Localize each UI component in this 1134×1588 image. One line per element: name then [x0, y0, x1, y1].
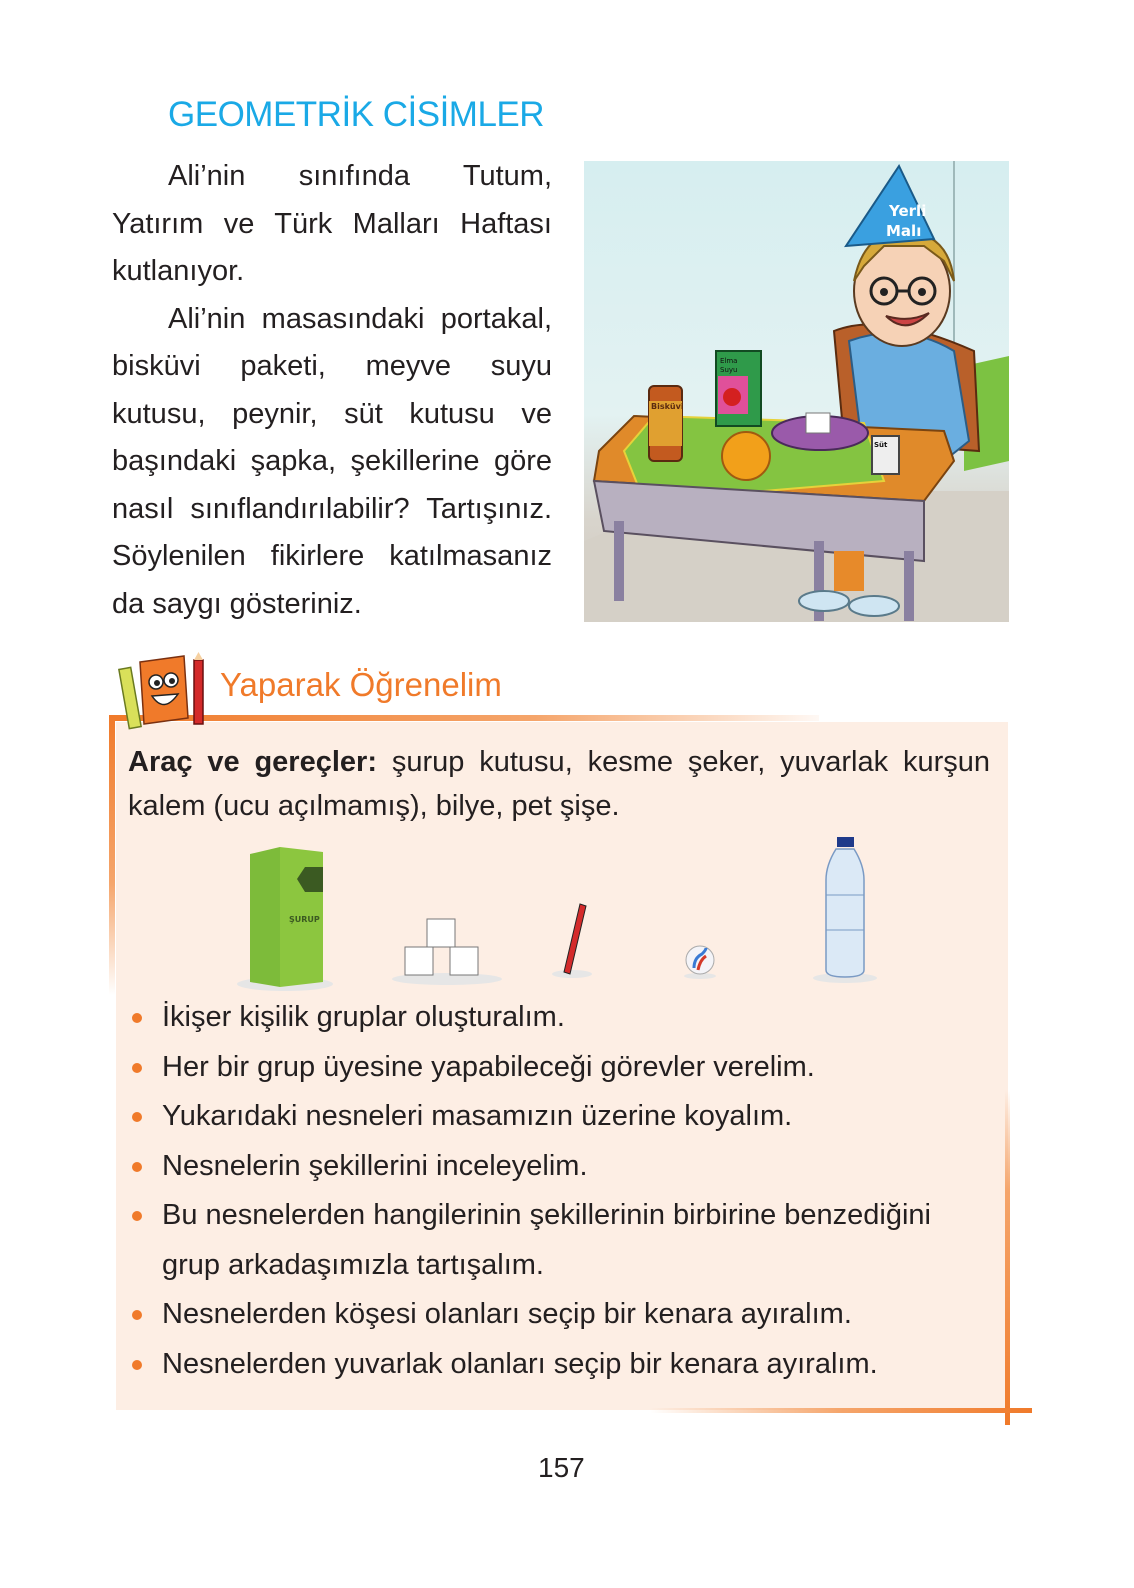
activity-box-bottom-border: [650, 1408, 1032, 1413]
intro-paragraph-2: Ali’nin masasındaki portakal, bisküvi paketi, meyve suyu kutusu, peynir, süt kutusu ve başındaki şapka, şekillerine göre nasıl sınıflandırılabilir? Tartışınız. Söylenilen fikirlere katılmasanız da saygı gösteriniz.: [112, 302, 552, 620]
hat-label-line1: Yerli: [889, 202, 927, 220]
sugar-cubes-icon: [390, 915, 505, 985]
step-item: Nesnelerden köşesi olanları seçip bir kenara ayıralım.: [128, 1290, 990, 1340]
plastic-bottle-icon: [810, 835, 880, 985]
milk-label: Süt: [874, 441, 888, 449]
book-mascot-icon: [118, 652, 210, 730]
section-header: [118, 652, 818, 732]
activity-box-left-border: [109, 715, 115, 995]
step-item: Her bir grup üyesine yapabileceği görevler verelim.: [128, 1043, 990, 1093]
intro-paragraph-1: Ali’nin sınıfında Tutum, Yatırım ve Türk Malları Haftası kutlanıyor.: [112, 160, 552, 287]
marble-icon: [680, 940, 720, 980]
activity-box-right-border: [1005, 1090, 1010, 1425]
materials-label: Araç ve gereçler:: [128, 746, 377, 778]
boy-at-desk-illustration: [584, 161, 1009, 622]
pencil-icon: [550, 900, 600, 980]
page-number: 157: [538, 1452, 585, 1483]
page-title: GEOMETRİK CİSİMLER: [168, 95, 545, 134]
activity-steps-list: [128, 993, 990, 1389]
materials-text: [128, 740, 990, 828]
syrup-box-label: ŞURUP: [289, 915, 320, 924]
materials-illustrations: [220, 830, 920, 990]
step-item: Yukarıdaki nesneleri masamızın üzerine koyalım.: [128, 1092, 990, 1142]
materials-list: şurup kutusu, kesme şeker, yuvarlak kurşun kalem (ucu açılmamış), bilye, pet şişe.: [128, 746, 990, 822]
step-item: Nesnelerden yuvarlak olanları seçip bir kenara ayıralım.: [128, 1340, 990, 1390]
step-item: Bu nesnelerden hangilerinin şekillerinin birbirine benzediğini grup arkadaşımızla tartışalım.: [128, 1191, 990, 1290]
classroom-illustration: [584, 161, 1009, 622]
step-item: Nesnelerin şekillerini inceleyelim.: [128, 1142, 990, 1192]
step-item: İkişer kişilik gruplar oluşturalım.: [128, 993, 990, 1043]
juice-label-line2: Suyu: [720, 366, 738, 374]
biscuit-label: Bisküvi: [651, 402, 684, 411]
intro-text: [112, 153, 552, 628]
section-title: Yaparak Öğrenelim: [220, 666, 502, 703]
hat-label-line2: Malı: [886, 222, 922, 240]
juice-label-line1: Elma: [720, 357, 738, 365]
syrup-box-icon: [235, 842, 335, 992]
